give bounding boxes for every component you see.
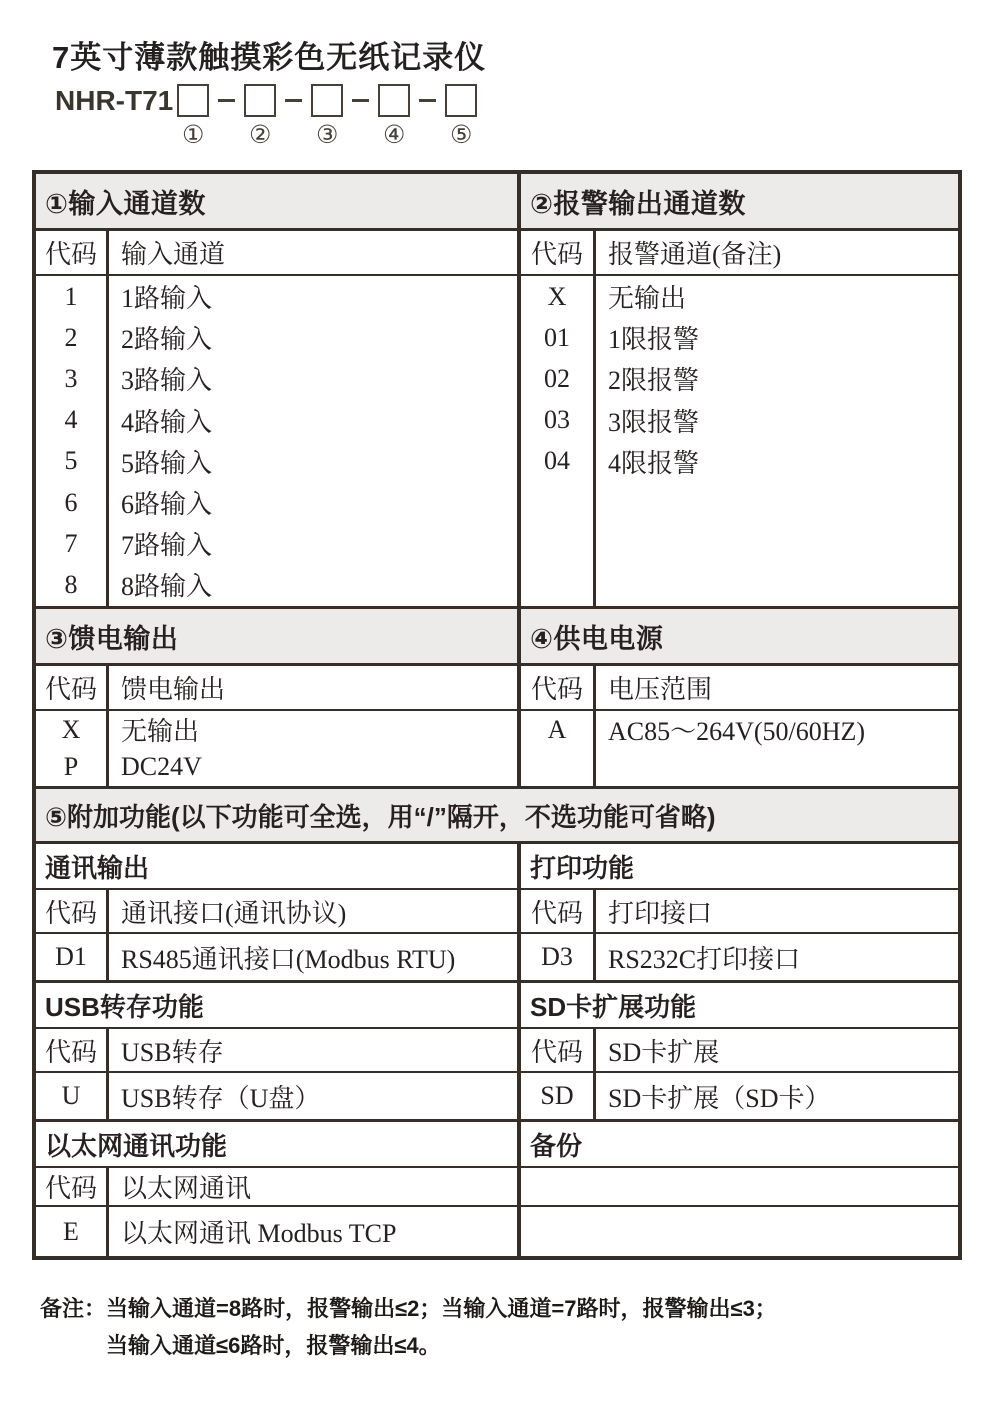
code-cell: X (547, 281, 567, 311)
code-cell: X (61, 714, 81, 744)
section4-title: ④供电电源 (521, 609, 958, 663)
code-cell: 03 (544, 405, 570, 435)
column-header-row (36, 1166, 958, 1205)
dash-separator (218, 99, 235, 102)
value-cell: 2限报警 (608, 366, 700, 396)
section-header-row (36, 174, 958, 228)
value-cell: 2路输入 (121, 325, 213, 355)
backup-empty-cell (521, 1207, 958, 1256)
value-cell: 5路输入 (121, 448, 213, 478)
code-cell: 3 (64, 363, 78, 393)
model-code-box-4 (378, 84, 410, 117)
ordering-selection-table (32, 170, 962, 1260)
code-column-header: 代码 (521, 1029, 596, 1071)
code-cell: 7 (64, 528, 78, 558)
code-cell: 2 (64, 322, 78, 352)
model-position-label-2: ② (249, 120, 272, 149)
section3-value-column (109, 711, 517, 786)
footnote-line-2: 当输入通道≤6路时，报警输出≤4。 (106, 1333, 441, 1358)
code-cell: SD (521, 1073, 596, 1119)
value-cell: 3路输入 (121, 366, 213, 396)
value-cell: USB转存（U盘） (121, 1083, 321, 1113)
section1-title: ①输入通道数 (36, 174, 517, 228)
code-cell: 02 (544, 363, 570, 393)
model-slot-5 (445, 84, 477, 148)
value-cell: SD卡扩展（SD卡） (608, 1083, 831, 1113)
model-slot-4 (378, 84, 410, 148)
value-cell: 无输出 (121, 717, 200, 746)
section3-value-header: 馈电输出 (121, 675, 226, 704)
code-column-header: 代码 (36, 666, 109, 709)
ethernet-value-header: 以太网通讯 (121, 1174, 252, 1203)
backup-subsection-title: 备份 (521, 1122, 958, 1166)
subsection-header-row (36, 980, 958, 1027)
value-cell: 7路输入 (121, 531, 213, 561)
model-code-line (55, 84, 477, 148)
comm-subsection-title: 通讯输出 (36, 844, 517, 888)
code-cell: 5 (64, 446, 78, 476)
subsection-header-row (36, 1119, 958, 1166)
dash-separator (352, 99, 369, 102)
code-cell: 1 (64, 281, 78, 311)
code-column-header: 代码 (36, 1029, 109, 1071)
model-slot-2 (244, 84, 276, 148)
code-cell: U (36, 1073, 109, 1119)
section4-value-header: 电压范围 (608, 675, 713, 704)
code-cell: 04 (544, 446, 570, 476)
value-cell: 8路输入 (121, 572, 213, 602)
code-cell: 01 (544, 322, 570, 352)
column-header-row (36, 228, 958, 274)
model-position-label-1: ① (182, 120, 205, 149)
value-cell: 6路输入 (121, 490, 213, 520)
code-column-header: 代码 (521, 890, 596, 932)
code-column-header: 代码 (521, 231, 596, 274)
print-value-header: 打印接口 (608, 898, 713, 928)
section2-code-column (521, 276, 596, 606)
usb-value-header: USB转存 (121, 1037, 224, 1067)
code-cell: 8 (64, 569, 78, 599)
code-cell: 6 (64, 487, 78, 517)
subsection-header-row (36, 841, 958, 888)
model-position-label-5: ⑤ (450, 120, 473, 149)
model-code-box-2 (244, 84, 276, 117)
section3-code-column (36, 711, 109, 786)
value-cell: AC85～264V(50/60HZ) (608, 717, 866, 746)
code-column-header: 代码 (521, 666, 596, 709)
value-cell: RS232C打印接口 (608, 944, 801, 974)
section1-code-column (36, 276, 109, 606)
dash-separator (285, 99, 302, 102)
comm-print-data-row (36, 932, 958, 980)
section1-value-header: 输入通道 (121, 240, 226, 269)
usb-sd-data-row (36, 1071, 958, 1119)
value-cell: 1路输入 (121, 284, 213, 314)
section2-title: ②报警输出通道数 (521, 174, 958, 228)
section1-2-data-row (36, 274, 958, 606)
sd-value-header: SD卡扩展 (608, 1037, 720, 1067)
model-slot-1 (177, 84, 209, 148)
footnote-label: 备注： (40, 1296, 107, 1321)
section-header-row (36, 606, 958, 663)
section2-value-column (596, 276, 958, 606)
code-cell: D1 (36, 934, 109, 980)
dash-separator (419, 99, 436, 102)
model-prefix: NHR-T71 (55, 85, 174, 116)
model-position-label-4: ④ (383, 120, 406, 149)
model-code-box-1 (177, 84, 209, 117)
model-position-label-3: ③ (316, 120, 339, 149)
section4-value-column (596, 711, 958, 786)
ethernet-data-row (36, 1205, 958, 1256)
code-column-header: 代码 (36, 231, 109, 274)
model-code-box-3 (311, 84, 343, 117)
usb-subsection-title: USB转存功能 (36, 983, 517, 1027)
code-cell: A (547, 714, 567, 744)
section2-value-header: 报警通道(备注) (608, 240, 782, 269)
code-cell: E (36, 1207, 109, 1256)
model-code-box-5 (445, 84, 477, 117)
ethernet-subsection-title: 以太网通讯功能 (36, 1122, 517, 1166)
value-cell: 以太网通讯 Modbus TCP (121, 1219, 397, 1248)
code-cell: D3 (521, 934, 596, 980)
value-cell: 4限报警 (608, 448, 700, 478)
footnote (40, 1290, 777, 1364)
section5-title: ⑤附加功能(以下功能可全选，用“/”隔开，不选功能可省略) (36, 789, 958, 841)
code-cell: P (63, 751, 79, 781)
comm-value-header: 通讯接口(通讯协议) (121, 898, 347, 928)
section4-code-column (521, 711, 596, 786)
section5-header-row (36, 786, 958, 841)
page-title: 7英寸薄款触摸彩色无纸记录仪 (52, 40, 487, 75)
backup-empty-cell (521, 1168, 958, 1205)
sd-subsection-title: SD卡扩展功能 (521, 983, 958, 1027)
column-header-row (36, 888, 958, 932)
footnote-line-1: 当输入通道=8路时，报警输出≤2；当输入通道=7路时，报警输出≤3； (106, 1296, 777, 1321)
section3-title: ③馈电输出 (36, 609, 517, 663)
code-cell: 4 (64, 405, 78, 435)
value-cell: 3限报警 (608, 407, 700, 437)
print-subsection-title: 打印功能 (521, 844, 958, 888)
value-cell: RS485通讯接口(Modbus RTU) (121, 944, 456, 974)
value-cell: 4路输入 (121, 407, 213, 437)
value-cell: 1限报警 (608, 325, 700, 355)
column-header-row (36, 663, 958, 709)
column-header-row (36, 1027, 958, 1071)
section1-value-column (109, 276, 517, 606)
code-column-header: 代码 (36, 1168, 109, 1205)
model-slot-3 (311, 84, 343, 148)
footnote-text (106, 1290, 777, 1364)
value-cell: 无输出 (608, 284, 687, 314)
value-cell: DC24V (121, 751, 202, 781)
code-column-header: 代码 (36, 890, 109, 932)
section3-4-data-row (36, 709, 958, 786)
